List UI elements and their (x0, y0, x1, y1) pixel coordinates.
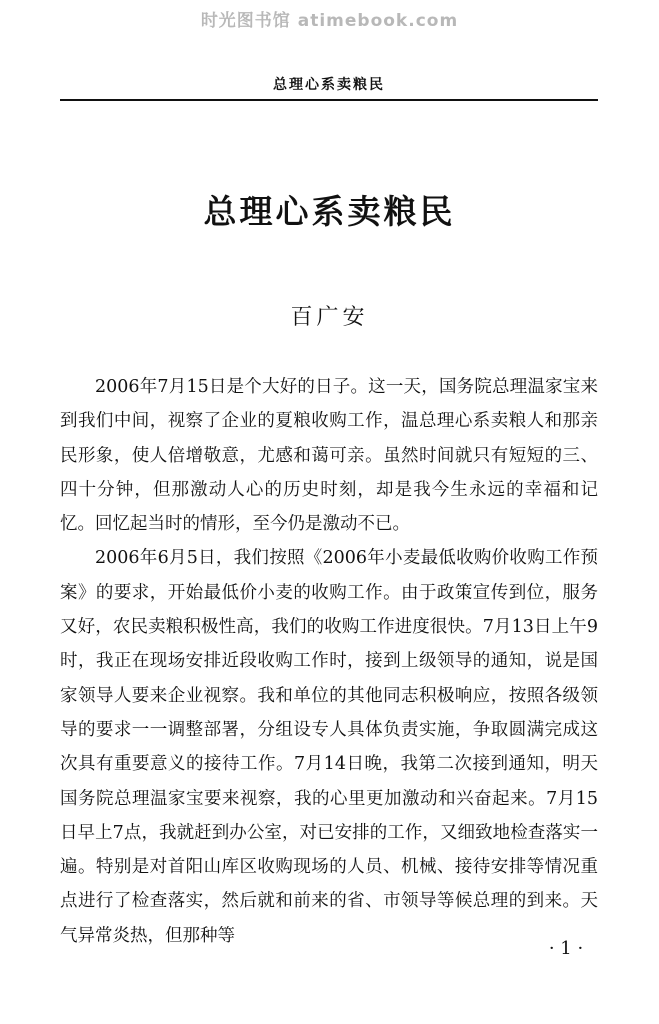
chapter-title: 总理心系卖粮民 (203, 192, 456, 231)
header-rule (60, 99, 598, 101)
page-number: · 1 · (548, 938, 584, 959)
running-header: 总理心系卖粮民 (273, 77, 385, 93)
body-text (60, 370, 598, 953)
watermark: 时光图书馆 atimebook.com (200, 11, 459, 31)
author-name: 百广安 (290, 305, 369, 330)
paragraph-1: 2006年7月15日是个大好的日子。这一天，国务院总理温家宝来到我们中间，视察了企业的夏粮收购工作，温总理心系卖粮人和那亲民形象，使人倍增敬意，尤感和蔼可亲。虽然时间就只有短短的三、四十分钟，但那激动人心的历史时刻，却是我今生永远的幸福和记忆。回忆起当时的情形，至今仍是激动不已。 (60, 377, 598, 535)
paragraph-2: 2006年6月5日，我们按照《2006年小麦最低收购价收购工作预案》的要求，开始最低价小麦的收购工作。由于政策宣传到位，服务又好，农民卖粮积极性高，我们的收购工作进度很快。7月13日上午9时，我正在现场安排近段收购工作时，接到上级领导的通知，说是国家领导人要来企业视察。我和单位的其他同志积极响应，按照各级领导的要求一一调整部署，分组设专人具体负责实施，争取圆满完成这次具有重要意义的接待工作。7月14日晚，我第二次接到通知，明天国务院总理温家宝要来视察，我的心里更加激动和兴奋起来。7月15日早上7点，我就赶到办公室，对已安排的工作，又细致地检查落实一遍。特别是对首阳山库区收购现场的人员、机械、接待安排等情况重点进行了检查落实，然后就和前来的省、市领导等候总理的到来。天气异常炎热，但那种等 (60, 548, 598, 946)
